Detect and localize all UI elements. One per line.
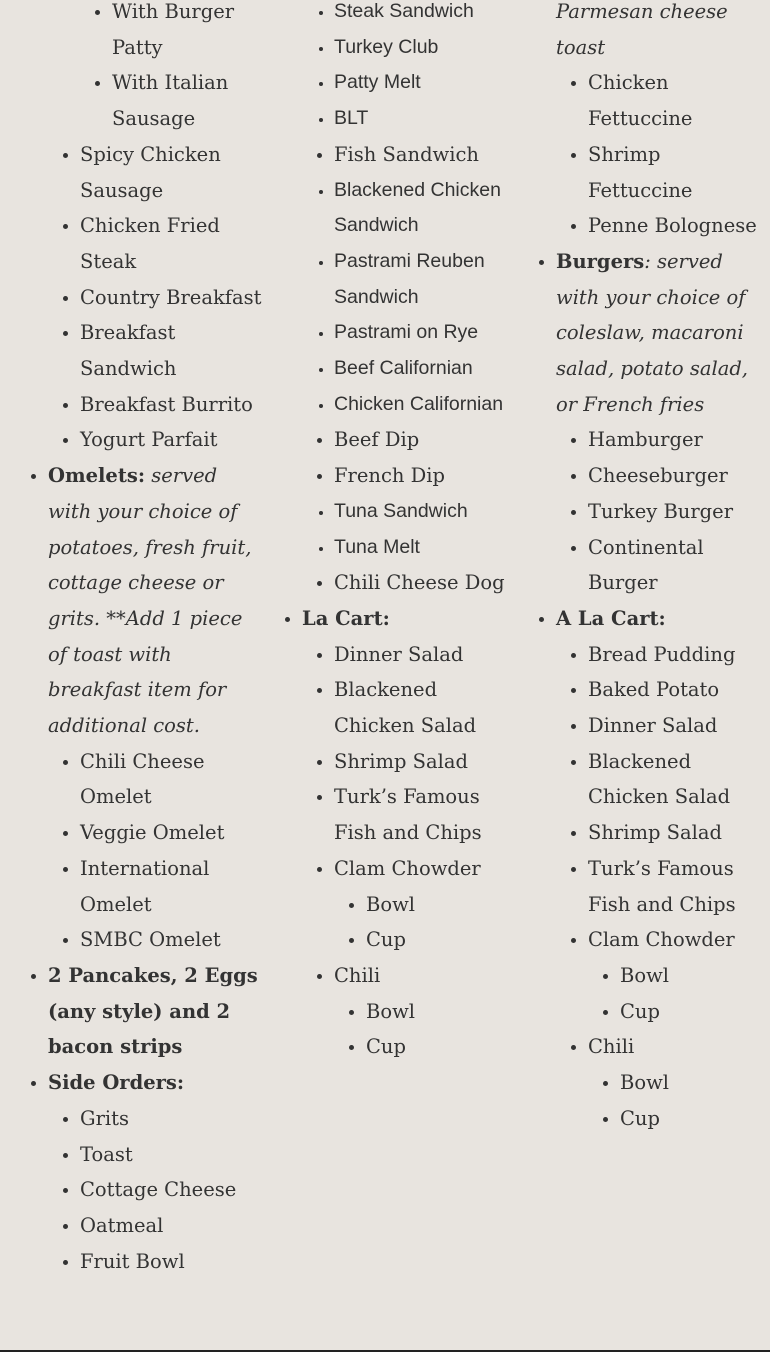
menu-item: • Patty Melt	[334, 65, 516, 101]
menu-item: • Cottage Cheese	[80, 1172, 262, 1208]
chili-sizes	[588, 1065, 770, 1136]
menu-item: • Breakfast Burrito	[80, 387, 262, 423]
la-cart-section	[302, 601, 516, 1065]
menu-item: • Pastrami Reuben Sandwich	[334, 244, 516, 315]
menu-item: • International Omelet	[80, 851, 262, 922]
size-bowl: • Bowl	[620, 1065, 770, 1101]
size-cup: • Cup	[366, 1029, 516, 1065]
menu-item: • Pastrami on Rye	[334, 315, 516, 351]
pasta-description-tail: Parmesan cheese toast	[556, 0, 728, 59]
menu-item: • Cheeseburger	[588, 458, 770, 494]
menu-item: • Continental Burger	[588, 530, 770, 601]
menu-item: • Chicken Fettuccine	[588, 65, 770, 136]
menu-item: • Spicy Chicken Sausage	[80, 137, 262, 208]
sandwich-list	[302, 0, 516, 601]
menu-item: • Turkey Club	[334, 30, 516, 66]
menu-item: • Turkey Burger	[588, 494, 770, 530]
list-item	[48, 0, 262, 458]
la-cart-list	[302, 637, 516, 1065]
size-cup: • Cup	[620, 1101, 770, 1137]
menu-item: • Blackened Chicken Salad	[334, 672, 516, 743]
size-cup: • Cup	[366, 922, 516, 958]
list-item	[556, 65, 770, 244]
list-item	[80, 0, 262, 137]
menu-item: • Hamburger	[588, 422, 770, 458]
size-bowl: • Bowl	[366, 994, 516, 1030]
la-cart-title: La Cart:	[302, 606, 390, 630]
menu-item: • Tuna Melt	[334, 530, 516, 566]
omelets-title: Omelets:	[48, 464, 146, 488]
menu-item: • Shrimp Salad	[334, 744, 516, 780]
menu-item: • Blackened Chicken Sandwich	[334, 173, 516, 244]
sandwich-section	[254, 0, 516, 1065]
burgers-title: Burgers	[556, 249, 645, 273]
a-la-cart-section	[556, 601, 770, 1137]
size-cup: • Cup	[620, 994, 770, 1030]
breakfast-column	[0, 0, 262, 1279]
omelets-section	[48, 458, 262, 958]
omelets-description: served with your choice of potatoes, fresh fruit, cottage cheese or grits. **Add 1 piece of toast with breakfast item for additional cost.	[48, 464, 252, 738]
omelets-list	[48, 744, 262, 958]
menu-item: • Chili Cheese Dog	[334, 565, 516, 601]
menu-item: • Chicken Californian	[334, 387, 516, 423]
size-bowl: • Bowl	[366, 887, 516, 923]
chili-label: Chili	[588, 1035, 635, 1059]
menu-item: • Yogurt Parfait	[80, 422, 262, 458]
menu-item: • Toast	[80, 1137, 262, 1173]
menu-item: • Grits	[80, 1101, 262, 1137]
menu-item: • Dinner Salad	[588, 708, 770, 744]
menu-item: • Bread Pudding	[588, 637, 770, 673]
menu-item: • Blackened Chicken Salad	[588, 744, 770, 815]
size-bowl: • Bowl	[620, 958, 770, 994]
menu-item: • Oatmeal	[80, 1208, 262, 1244]
menu-item: • Beef Dip	[334, 422, 516, 458]
menu-item: • BLT	[334, 101, 516, 137]
burgers-list	[556, 422, 770, 601]
menu-item: • Tuna Sandwich	[334, 494, 516, 530]
sandwich-column	[254, 0, 516, 1065]
menu-item: • Chicken Fried Steak	[80, 208, 262, 279]
burgers-description: : served with your choice of coleslaw, macaroni salad, potato salad, or French fries	[556, 249, 749, 416]
clam-chowder-label: Clam Chowder	[588, 928, 735, 952]
clam-chowder-item	[588, 922, 770, 1029]
menu-item-with-italian-sausage: • With Italian Sausage	[112, 65, 262, 136]
chili-item	[588, 1029, 770, 1136]
pancakes-item: • 2 Pancakes, 2 Eggs (any style) and 2 bacon strips	[48, 958, 262, 1065]
menu-item: • Fruit Bowl	[80, 1244, 262, 1280]
clam-chowder-sizes	[588, 958, 770, 1029]
pasta-burger-column	[508, 0, 770, 1137]
menu-item: • Country Breakfast	[80, 280, 262, 316]
a-la-cart-list	[556, 637, 770, 1137]
chili-item	[334, 958, 516, 1065]
side-orders-list	[48, 1101, 262, 1280]
menu-item: • Dinner Salad	[334, 637, 516, 673]
side-orders-title: Side Orders:	[48, 1071, 185, 1095]
menu-item: • Shrimp Salad	[588, 815, 770, 851]
pasta-section	[508, 65, 770, 1136]
menu-item: • Shrimp Fettuccine	[588, 137, 770, 208]
menu-item: • Breakfast Sandwich	[80, 315, 262, 386]
chili-label: Chili	[334, 963, 381, 987]
menu-item: • Veggie Omelet	[80, 815, 262, 851]
menu-item: • Turk’s Famous Fish and Chips	[588, 851, 770, 922]
menu-item: • Steak Sandwich	[334, 0, 516, 30]
chili-sizes	[334, 994, 516, 1065]
a-la-cart-title: A La Cart:	[556, 606, 666, 630]
menu-item: • Chili Cheese Omelet	[80, 744, 262, 815]
pasta-list	[556, 65, 770, 244]
breakfast-list	[0, 0, 262, 1279]
menu-item: • Penne Bolognese	[588, 208, 770, 244]
sub-list	[80, 0, 262, 137]
menu-item: • Baked Potato	[588, 672, 770, 708]
menu-item: • Fish Sandwich	[334, 137, 516, 173]
list-item	[302, 0, 516, 601]
menu-item-with-burger-patty: • With Burger Patty	[112, 0, 262, 65]
clam-chowder-label: Clam Chowder	[334, 856, 481, 880]
sub-list	[48, 0, 262, 458]
clam-chowder-sizes	[334, 887, 516, 958]
menu-item: • SMBC Omelet	[80, 922, 262, 958]
burgers-section	[556, 244, 770, 601]
side-orders-section	[48, 1065, 262, 1279]
clam-chowder-item	[334, 851, 516, 958]
menu-item: • Beef Californian	[334, 351, 516, 387]
menu-item: • French Dip	[334, 458, 516, 494]
menu-item: • Turk’s Famous Fish and Chips	[334, 779, 516, 850]
